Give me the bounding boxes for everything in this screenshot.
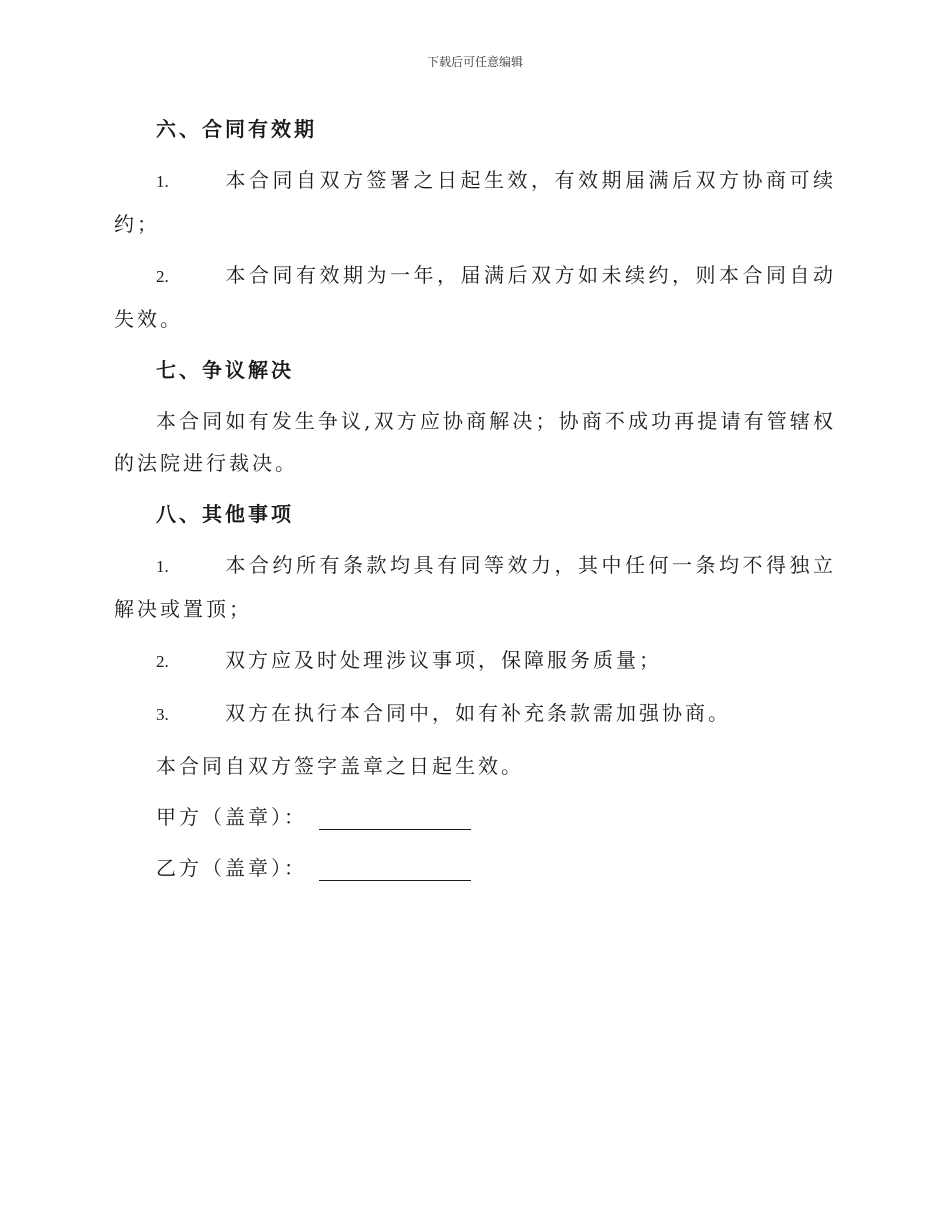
clause-number: 3. bbox=[156, 705, 169, 724]
closing-statement: 本合同自双方签字盖章之日起生效。 bbox=[156, 754, 524, 778]
contract-body bbox=[114, 108, 836, 898]
clause-text: 本合同自双方签署之日起生效，有效期届满后双方协商可续约； bbox=[114, 168, 836, 236]
clause-number: 1. bbox=[156, 557, 169, 576]
signature-label: 甲方（盖章）： bbox=[156, 805, 307, 829]
signature-label: 乙方（盖章）： bbox=[156, 856, 307, 880]
page-header: 下载后可任意编辑 bbox=[426, 55, 523, 69]
signature-line bbox=[319, 805, 471, 830]
section-heading-other: 八、其他事项 bbox=[156, 502, 294, 526]
clause-number: 2. bbox=[156, 267, 169, 286]
dispute-paragraph: 本合同如有发生争议,双方应协商解决；协商不成功再提请有管辖权的法院进行裁决。 bbox=[114, 409, 836, 475]
signature-line bbox=[319, 856, 471, 881]
clause-text: 本合同有效期为一年，届满后双方如未续约，则本合同自动失效。 bbox=[114, 263, 836, 331]
clause-validity-2 bbox=[114, 254, 836, 340]
clause-text: 本合约所有条款均具有同等效力，其中任何一条均不得独立解决或置顶； bbox=[114, 553, 836, 621]
clause-other-1 bbox=[114, 544, 836, 630]
clause-other-2 bbox=[114, 639, 836, 683]
clause-other-3 bbox=[114, 692, 836, 736]
clause-number: 2. bbox=[156, 652, 169, 671]
signature-party-a bbox=[114, 796, 836, 838]
clause-text: 双方在执行本合同中，如有补充条款需加强协商。 bbox=[225, 701, 731, 725]
clause-number: 1. bbox=[156, 172, 169, 191]
clause-validity-1 bbox=[114, 159, 836, 245]
section-heading-dispute: 七、争议解决 bbox=[156, 358, 294, 382]
section-heading-validity: 六、合同有效期 bbox=[156, 117, 317, 141]
clause-text: 双方应及时处理涉议事项，保障服务质量； bbox=[225, 648, 662, 672]
signature-party-b bbox=[114, 847, 836, 889]
